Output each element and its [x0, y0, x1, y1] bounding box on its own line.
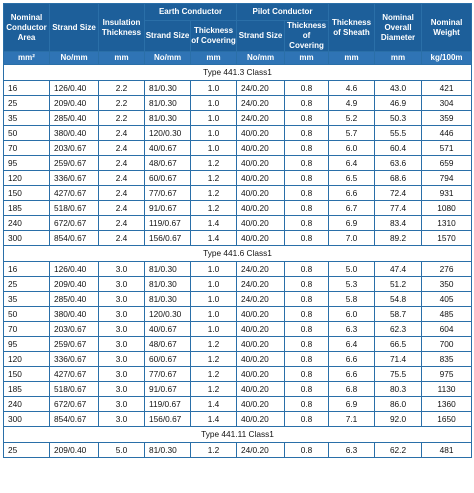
table-cell: 40/0.20 — [237, 141, 285, 156]
table-cell: 1310 — [422, 216, 472, 231]
table-cell: 40/0.20 — [237, 186, 285, 201]
table-cell: 1130 — [422, 382, 472, 397]
table-cell: 446 — [422, 126, 472, 141]
unit-cell: mm — [329, 52, 375, 65]
table-cell: 35 — [4, 111, 50, 126]
table-cell: 1.4 — [191, 412, 237, 427]
table-cell: 2.4 — [99, 126, 145, 141]
table-cell: 3.0 — [99, 337, 145, 352]
table-cell: 4.9 — [329, 96, 375, 111]
table-cell: 2.2 — [99, 96, 145, 111]
table-cell: 2.4 — [99, 171, 145, 186]
table-cell: 3.0 — [99, 352, 145, 367]
table-cell: 1.4 — [191, 231, 237, 246]
table-cell: 91/0.67 — [145, 201, 191, 216]
table-cell: 40/0.20 — [237, 382, 285, 397]
table-cell: 119/0.67 — [145, 216, 191, 231]
table-cell: 854/0.67 — [50, 412, 99, 427]
table-cell: 2.4 — [99, 156, 145, 171]
table-cell: 24/0.20 — [237, 96, 285, 111]
table-row — [4, 443, 472, 458]
table-cell: 58.7 — [375, 307, 422, 322]
table-row — [4, 292, 472, 307]
header-earth-conductor: Earth Conductor — [145, 4, 237, 21]
table-cell: 0.8 — [285, 382, 329, 397]
table-cell: 240 — [4, 216, 50, 231]
table-row — [4, 216, 472, 231]
table-cell: 1.2 — [191, 382, 237, 397]
table-cell: 4.6 — [329, 81, 375, 96]
table-cell: 40/0.20 — [237, 322, 285, 337]
table-cell: 285/0.40 — [50, 111, 99, 126]
table-cell: 40/0.20 — [237, 216, 285, 231]
table-cell: 62.2 — [375, 443, 422, 458]
table-cell: 71.4 — [375, 352, 422, 367]
table-cell: 336/0.67 — [50, 352, 99, 367]
table-cell: 350 — [422, 277, 472, 292]
table-row — [4, 307, 472, 322]
table-cell: 16 — [4, 262, 50, 277]
table-cell: 0.8 — [285, 186, 329, 201]
table-cell: 3.0 — [99, 412, 145, 427]
table-row — [4, 111, 472, 126]
table-cell: 1080 — [422, 201, 472, 216]
table-cell: 380/0.40 — [50, 307, 99, 322]
table-body — [4, 65, 472, 458]
table-cell: 1.2 — [191, 337, 237, 352]
table-cell: 359 — [422, 111, 472, 126]
table-cell: 931 — [422, 186, 472, 201]
table-cell: 3.0 — [99, 397, 145, 412]
table-cell: 300 — [4, 231, 50, 246]
table-cell: 119/0.67 — [145, 397, 191, 412]
table-cell: 1570 — [422, 231, 472, 246]
table-cell: 1.0 — [191, 96, 237, 111]
table-cell: 62.3 — [375, 322, 422, 337]
table-cell: 40/0.20 — [237, 307, 285, 322]
table-cell: 481 — [422, 443, 472, 458]
table-cell: 81/0.30 — [145, 96, 191, 111]
table-cell: 0.8 — [285, 126, 329, 141]
table-cell: 1.0 — [191, 307, 237, 322]
table-cell: 24/0.20 — [237, 262, 285, 277]
table-cell: 3.0 — [99, 307, 145, 322]
table-cell: 120 — [4, 171, 50, 186]
cable-spec-table-container — [3, 3, 471, 458]
table-cell: 300 — [4, 412, 50, 427]
table-cell: 2.4 — [99, 201, 145, 216]
table-cell: 259/0.67 — [50, 337, 99, 352]
table-cell: 40/0.67 — [145, 322, 191, 337]
table-cell: 0.8 — [285, 367, 329, 382]
table-cell: 40/0.20 — [237, 171, 285, 186]
table-cell: 46.9 — [375, 96, 422, 111]
table-cell: 120/0.30 — [145, 126, 191, 141]
table-cell: 40/0.20 — [237, 412, 285, 427]
table-cell: 3.0 — [99, 277, 145, 292]
table-cell: 81/0.30 — [145, 292, 191, 307]
table-cell: 7.0 — [329, 231, 375, 246]
table-cell: 5.3 — [329, 277, 375, 292]
table-cell: 120/0.30 — [145, 307, 191, 322]
table-row — [4, 412, 472, 427]
table-row — [4, 352, 472, 367]
table-cell: 2.2 — [99, 111, 145, 126]
table-cell: 150 — [4, 186, 50, 201]
table-cell: 6.6 — [329, 367, 375, 382]
table-row — [4, 367, 472, 382]
table-cell: 1.0 — [191, 81, 237, 96]
table-cell: 6.4 — [329, 337, 375, 352]
table-cell: 2.2 — [99, 81, 145, 96]
table-cell: 659 — [422, 156, 472, 171]
table-cell: 70 — [4, 141, 50, 156]
table-cell: 0.8 — [285, 412, 329, 427]
table-cell: 51.2 — [375, 277, 422, 292]
header-strand-size: Strand Size — [50, 4, 99, 52]
table-cell: 75.5 — [375, 367, 422, 382]
table-cell: 1.2 — [191, 156, 237, 171]
cable-spec-table — [3, 3, 472, 458]
table-cell: 427/0.67 — [50, 186, 99, 201]
table-cell: 25 — [4, 277, 50, 292]
unit-cell: No/mm — [145, 52, 191, 65]
table-cell: 185 — [4, 382, 50, 397]
table-cell: 156/0.67 — [145, 412, 191, 427]
table-cell: 336/0.67 — [50, 171, 99, 186]
table-cell: 5.0 — [99, 443, 145, 458]
table-cell: 40/0.20 — [237, 397, 285, 412]
table-row — [4, 96, 472, 111]
table-cell: 6.0 — [329, 141, 375, 156]
table-row — [4, 277, 472, 292]
section-title: Type 441.11 Class1 — [4, 427, 472, 443]
table-cell: 304 — [422, 96, 472, 111]
table-cell: 0.8 — [285, 81, 329, 96]
table-cell: 203/0.67 — [50, 322, 99, 337]
table-cell: 835 — [422, 352, 472, 367]
table-cell: 25 — [4, 443, 50, 458]
table-cell: 81/0.30 — [145, 277, 191, 292]
table-cell: 0.8 — [285, 156, 329, 171]
header-insulation-thickness: Insulation Thickness — [99, 4, 145, 52]
table-row — [4, 337, 472, 352]
table-cell: 40/0.20 — [237, 156, 285, 171]
table-cell: 854/0.67 — [50, 231, 99, 246]
table-cell: 6.5 — [329, 171, 375, 186]
table-cell: 0.8 — [285, 307, 329, 322]
table-cell: 6.4 — [329, 156, 375, 171]
table-cell: 0.8 — [285, 201, 329, 216]
table-cell: 24/0.20 — [237, 443, 285, 458]
table-cell: 68.6 — [375, 171, 422, 186]
table-cell: 81/0.30 — [145, 81, 191, 96]
table-cell: 55.5 — [375, 126, 422, 141]
header-nominal-area: Nominal Conductor Area — [4, 4, 50, 52]
table-cell: 1.0 — [191, 111, 237, 126]
section-row — [4, 65, 472, 81]
table-cell: 5.0 — [329, 262, 375, 277]
table-cell: 77/0.67 — [145, 367, 191, 382]
table-cell: 150 — [4, 367, 50, 382]
table-cell: 0.8 — [285, 277, 329, 292]
table-cell: 0.8 — [285, 292, 329, 307]
table-cell: 2.4 — [99, 186, 145, 201]
header-nominal-weight: Nominal Weight — [422, 4, 472, 52]
table-cell: 2.4 — [99, 216, 145, 231]
unit-cell: mm — [285, 52, 329, 65]
table-cell: 0.8 — [285, 171, 329, 186]
table-cell: 0.8 — [285, 216, 329, 231]
table-cell: 1.2 — [191, 201, 237, 216]
table-cell: 0.8 — [285, 352, 329, 367]
table-cell: 0.8 — [285, 96, 329, 111]
table-cell: 126/0.40 — [50, 81, 99, 96]
header-pilot-conductor: Pilot Conductor — [237, 4, 329, 21]
table-cell: 185 — [4, 201, 50, 216]
table-header — [4, 4, 472, 65]
table-cell: 0.8 — [285, 141, 329, 156]
table-cell: 6.3 — [329, 443, 375, 458]
table-row — [4, 81, 472, 96]
table-cell: 40/0.20 — [237, 126, 285, 141]
table-cell: 1.4 — [191, 216, 237, 231]
table-cell: 794 — [422, 171, 472, 186]
unit-cell: mm — [191, 52, 237, 65]
table-cell: 209/0.40 — [50, 443, 99, 458]
table-row — [4, 322, 472, 337]
table-cell: 3.0 — [99, 367, 145, 382]
table-cell: 2.4 — [99, 141, 145, 156]
table-cell: 203/0.67 — [50, 141, 99, 156]
table-cell: 48/0.67 — [145, 337, 191, 352]
table-cell: 81/0.30 — [145, 262, 191, 277]
table-cell: 1360 — [422, 397, 472, 412]
table-cell: 672/0.67 — [50, 397, 99, 412]
table-row — [4, 231, 472, 246]
table-cell: 0.8 — [285, 337, 329, 352]
table-cell: 5.2 — [329, 111, 375, 126]
table-cell: 1.2 — [191, 443, 237, 458]
table-row — [4, 186, 472, 201]
section-row — [4, 246, 472, 262]
table-cell: 485 — [422, 307, 472, 322]
table-cell: 60/0.67 — [145, 171, 191, 186]
table-cell: 240 — [4, 397, 50, 412]
table-cell: 92.0 — [375, 412, 422, 427]
table-row — [4, 126, 472, 141]
table-cell: 80.3 — [375, 382, 422, 397]
table-cell: 77/0.67 — [145, 186, 191, 201]
table-cell: 518/0.67 — [50, 382, 99, 397]
table-cell: 40/0.20 — [237, 337, 285, 352]
table-cell: 5.7 — [329, 126, 375, 141]
table-cell: 95 — [4, 156, 50, 171]
table-cell: 672/0.67 — [50, 216, 99, 231]
table-cell: 40/0.20 — [237, 352, 285, 367]
table-cell: 7.1 — [329, 412, 375, 427]
table-cell: 571 — [422, 141, 472, 156]
table-cell: 6.9 — [329, 397, 375, 412]
table-cell: 1.0 — [191, 262, 237, 277]
table-cell: 6.6 — [329, 352, 375, 367]
header-overall-diameter: Nominal Overall Diameter — [375, 4, 422, 52]
table-cell: 3.0 — [99, 262, 145, 277]
table-cell: 40/0.20 — [237, 201, 285, 216]
table-cell: 1.0 — [191, 292, 237, 307]
table-cell: 6.8 — [329, 382, 375, 397]
table-cell: 24/0.20 — [237, 81, 285, 96]
header-earth-covering: Thickness of Covering — [191, 21, 237, 52]
table-cell: 72.4 — [375, 186, 422, 201]
section-row — [4, 427, 472, 443]
unit-cell: mm — [99, 52, 145, 65]
table-cell: 0.8 — [285, 443, 329, 458]
table-cell: 285/0.40 — [50, 292, 99, 307]
table-cell: 60/0.67 — [145, 352, 191, 367]
section-title: Type 441.3 Class1 — [4, 65, 472, 81]
table-cell: 0.8 — [285, 231, 329, 246]
table-row — [4, 262, 472, 277]
table-cell: 47.4 — [375, 262, 422, 277]
table-cell: 70 — [4, 322, 50, 337]
table-cell: 1.0 — [191, 322, 237, 337]
table-cell: 25 — [4, 96, 50, 111]
table-cell: 40/0.20 — [237, 231, 285, 246]
table-cell: 24/0.20 — [237, 277, 285, 292]
table-cell: 1650 — [422, 412, 472, 427]
table-cell: 1.0 — [191, 141, 237, 156]
unit-cell: kg/100m — [422, 52, 472, 65]
section-title: Type 441.6 Class1 — [4, 246, 472, 262]
table-row — [4, 397, 472, 412]
table-row — [4, 171, 472, 186]
table-cell: 50 — [4, 126, 50, 141]
header-row-top — [4, 4, 472, 21]
table-cell: 5.8 — [329, 292, 375, 307]
table-cell: 0.8 — [285, 322, 329, 337]
table-cell: 81/0.30 — [145, 443, 191, 458]
table-cell: 427/0.67 — [50, 367, 99, 382]
table-row — [4, 201, 472, 216]
header-pilot-covering: Thickness of Covering — [285, 21, 329, 52]
table-cell: 6.9 — [329, 216, 375, 231]
unit-cell: No/mm — [237, 52, 285, 65]
units-row — [4, 52, 472, 65]
table-cell: 3.0 — [99, 292, 145, 307]
table-cell: 421 — [422, 81, 472, 96]
table-cell: 156/0.67 — [145, 231, 191, 246]
table-cell: 91/0.67 — [145, 382, 191, 397]
table-cell: 518/0.67 — [50, 201, 99, 216]
table-cell: 1.2 — [191, 186, 237, 201]
header-pilot-strand-size: Strand Size — [237, 21, 285, 52]
unit-cell: mm² — [4, 52, 50, 65]
table-row — [4, 141, 472, 156]
table-cell: 43.0 — [375, 81, 422, 96]
table-cell: 60.4 — [375, 141, 422, 156]
table-cell: 24/0.20 — [237, 111, 285, 126]
unit-cell: mm — [375, 52, 422, 65]
table-cell: 95 — [4, 337, 50, 352]
table-cell: 700 — [422, 337, 472, 352]
table-cell: 1.4 — [191, 397, 237, 412]
table-cell: 66.5 — [375, 337, 422, 352]
table-cell: 1.2 — [191, 171, 237, 186]
table-cell: 24/0.20 — [237, 292, 285, 307]
table-cell: 35 — [4, 292, 50, 307]
unit-cell: No/mm — [50, 52, 99, 65]
table-cell: 3.0 — [99, 382, 145, 397]
table-cell: 81/0.30 — [145, 111, 191, 126]
table-row — [4, 156, 472, 171]
table-cell: 209/0.40 — [50, 96, 99, 111]
table-cell: 0.8 — [285, 397, 329, 412]
table-cell: 16 — [4, 81, 50, 96]
table-cell: 1.0 — [191, 277, 237, 292]
table-cell: 604 — [422, 322, 472, 337]
table-cell: 1.2 — [191, 352, 237, 367]
table-cell: 50.3 — [375, 111, 422, 126]
header-earth-strand-size: Strand Size — [145, 21, 191, 52]
table-cell: 209/0.40 — [50, 277, 99, 292]
table-cell: 259/0.67 — [50, 156, 99, 171]
table-cell: 975 — [422, 367, 472, 382]
table-cell: 89.2 — [375, 231, 422, 246]
table-cell: 2.4 — [99, 231, 145, 246]
table-cell: 83.4 — [375, 216, 422, 231]
table-cell: 380/0.40 — [50, 126, 99, 141]
table-cell: 50 — [4, 307, 50, 322]
header-sheath-thickness: Thickness of Sheath — [329, 4, 375, 52]
table-cell: 1.0 — [191, 126, 237, 141]
table-cell: 0.8 — [285, 111, 329, 126]
table-cell: 77.4 — [375, 201, 422, 216]
table-cell: 276 — [422, 262, 472, 277]
table-cell: 54.8 — [375, 292, 422, 307]
table-cell: 6.3 — [329, 322, 375, 337]
table-cell: 3.0 — [99, 322, 145, 337]
table-cell: 6.0 — [329, 307, 375, 322]
table-cell: 0.8 — [285, 262, 329, 277]
table-cell: 6.6 — [329, 186, 375, 201]
table-cell: 126/0.40 — [50, 262, 99, 277]
table-cell: 405 — [422, 292, 472, 307]
table-cell: 40/0.67 — [145, 141, 191, 156]
table-cell: 63.6 — [375, 156, 422, 171]
table-cell: 6.7 — [329, 201, 375, 216]
table-cell: 120 — [4, 352, 50, 367]
table-cell: 86.0 — [375, 397, 422, 412]
table-row — [4, 382, 472, 397]
table-cell: 48/0.67 — [145, 156, 191, 171]
table-cell: 1.2 — [191, 367, 237, 382]
table-cell: 40/0.20 — [237, 367, 285, 382]
